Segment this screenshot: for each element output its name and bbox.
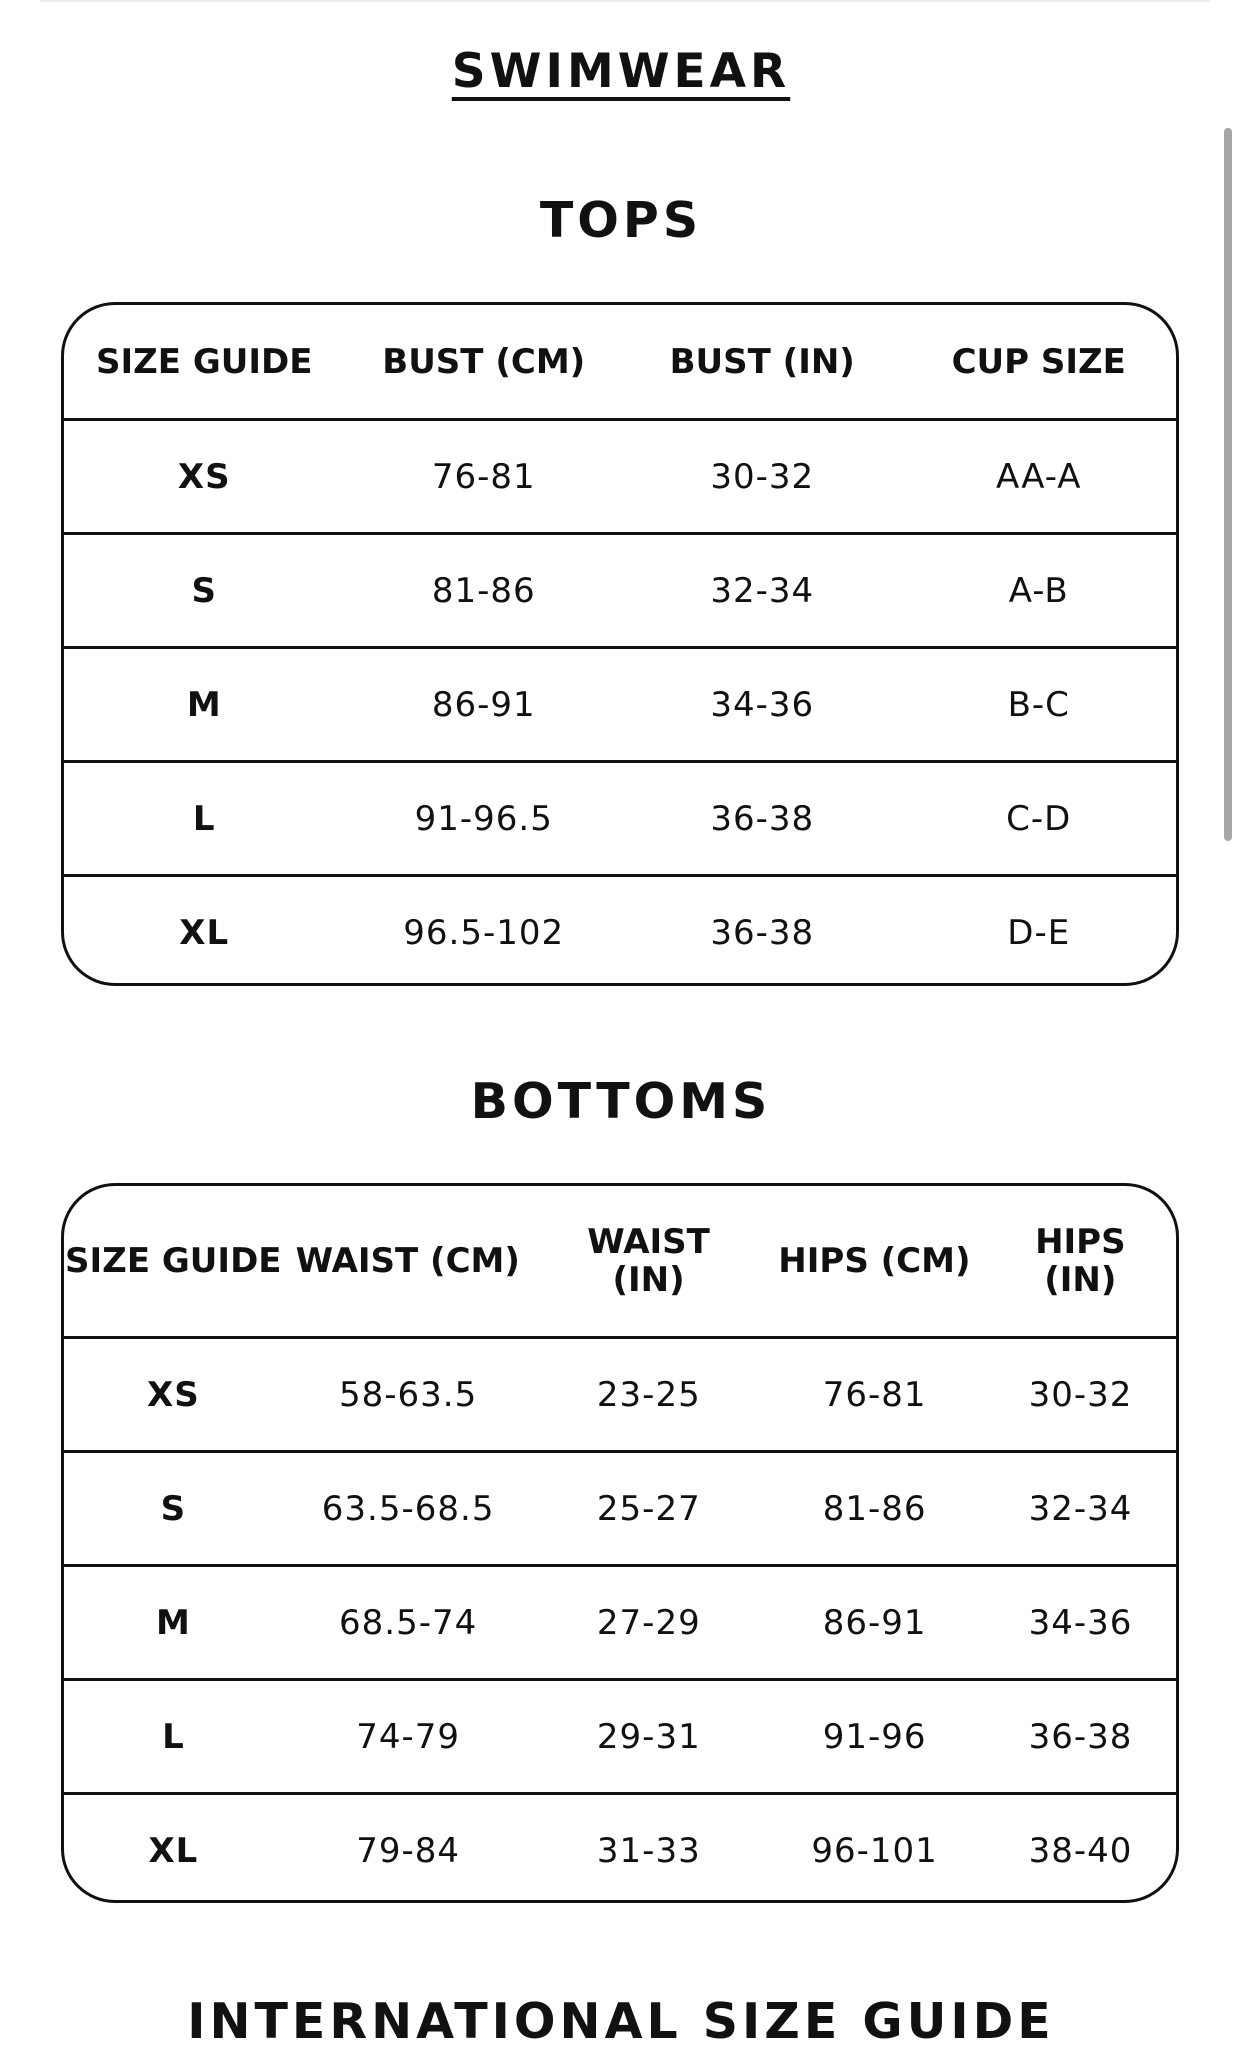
hips-cm-value: 96-101: [811, 1830, 938, 1871]
bust-cm-value: 91-96.5: [414, 798, 553, 839]
cup-size-value: D-E: [1007, 913, 1071, 953]
bottoms-header-waist-cm: WAIST (CM): [295, 1241, 520, 1281]
table-row: [64, 763, 1176, 877]
page-title: SWIMWEAR: [451, 44, 791, 99]
waist-cm-value: 58-63.5: [339, 1374, 478, 1415]
table-row: [64, 1453, 1176, 1567]
waist-in-value: 31-33: [596, 1830, 701, 1871]
tops-header-bust-cm: BUST (CM): [382, 341, 586, 382]
hips-in-value: 32-34: [1028, 1488, 1133, 1529]
table-row: [64, 1567, 1176, 1681]
size-label: XS: [177, 456, 231, 497]
waist-in-value: 27-29: [596, 1602, 701, 1643]
waist-cm-value: 79-84: [356, 1830, 461, 1871]
bottoms-header-hips-in: HIPS (IN): [1035, 1222, 1126, 1300]
cup-size-value: B-C: [1007, 684, 1070, 725]
tops-title: TOPS: [539, 192, 703, 249]
bottoms-header-row: [64, 1186, 1176, 1339]
cup-size-value: A-B: [1008, 570, 1069, 611]
table-row: [64, 877, 1176, 986]
size-label: XL: [148, 1830, 199, 1871]
table-row: [64, 1339, 1176, 1453]
bust-in-value: 32-34: [710, 570, 815, 611]
bust-in-value: 30-32: [710, 456, 815, 497]
scrollbar[interactable]: [1224, 128, 1232, 841]
bust-cm-value: 96.5-102: [403, 913, 565, 953]
bottoms-header-size: SIZE GUIDE: [65, 1241, 282, 1281]
tops-header-cup: CUP SIZE: [951, 341, 1126, 382]
tops-header-row: [64, 305, 1176, 421]
bust-cm-value: 86-91: [431, 684, 536, 725]
bottoms-title: BOTTOMS: [470, 1073, 772, 1130]
hips-in-value: 34-36: [1028, 1602, 1133, 1643]
size-label: XS: [147, 1374, 200, 1415]
bust-in-value: 36-38: [710, 913, 815, 953]
cup-size-value: C-D: [1006, 798, 1072, 839]
table-row: [64, 1795, 1176, 1903]
size-label: M: [186, 684, 222, 725]
hips-cm-value: 86-91: [822, 1602, 927, 1643]
tops-table: [61, 302, 1179, 986]
bottoms-header-hips-cm: HIPS (CM): [778, 1241, 971, 1281]
table-row: [64, 1681, 1176, 1795]
bust-in-value: 36-38: [710, 798, 815, 839]
waist-in-value: 29-31: [596, 1716, 701, 1757]
size-label: L: [192, 798, 216, 839]
tops-header-bust-in: BUST (IN): [669, 341, 855, 382]
size-label: XL: [179, 913, 230, 953]
size-label: S: [191, 570, 217, 611]
waist-cm-value: 74-79: [356, 1716, 461, 1757]
tops-header-size: SIZE GUIDE: [96, 341, 313, 382]
bust-cm-value: 81-86: [431, 570, 536, 611]
hips-cm-value: 91-96: [822, 1716, 927, 1757]
size-label: S: [160, 1488, 187, 1529]
table-row: [64, 421, 1176, 535]
bottoms-header-waist-in: WAIST (IN): [587, 1222, 710, 1300]
waist-cm-value: 63.5-68.5: [321, 1488, 495, 1529]
hips-in-value: 36-38: [1028, 1716, 1133, 1757]
bust-cm-value: 76-81: [431, 456, 536, 497]
size-label: L: [162, 1716, 185, 1757]
table-row: [64, 649, 1176, 763]
bottoms-table: [61, 1183, 1179, 1903]
size-label: M: [155, 1602, 191, 1643]
waist-in-value: 23-25: [596, 1374, 701, 1415]
hips-in-value: 30-32: [1028, 1374, 1133, 1415]
hips-cm-value: 81-86: [822, 1488, 927, 1529]
waist-cm-value: 68.5-74: [339, 1602, 478, 1643]
international-size-guide-title: INTERNATIONAL SIZE GUIDE: [187, 1993, 1055, 2050]
table-row: [64, 535, 1176, 649]
cup-size-value: AA-A: [995, 456, 1082, 497]
hips-cm-value: 76-81: [822, 1374, 927, 1415]
waist-in-value: 25-27: [596, 1488, 701, 1529]
top-divider: [40, 0, 1210, 2]
bust-in-value: 34-36: [710, 684, 815, 725]
hips-in-value: 38-40: [1028, 1830, 1133, 1871]
